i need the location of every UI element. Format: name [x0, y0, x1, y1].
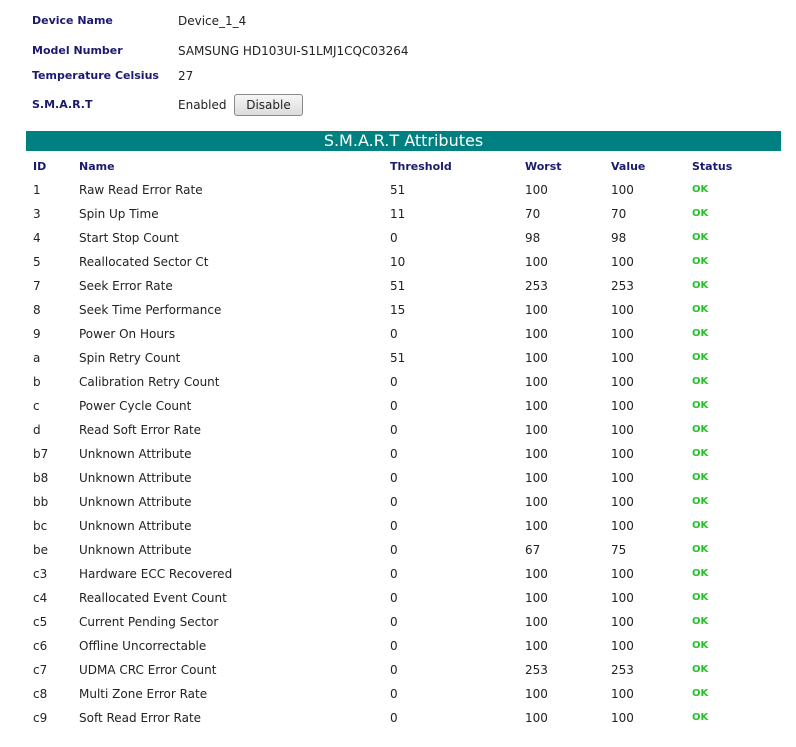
- attr-status-ok: OK: [692, 304, 709, 315]
- attr-id: b8: [33, 471, 49, 485]
- attr-worst: 100: [525, 519, 548, 533]
- attr-name: Unknown Attribute: [79, 471, 192, 485]
- table-row: [0, 274, 796, 298]
- col-header-id: ID: [33, 160, 47, 173]
- attr-id: 9: [33, 327, 41, 341]
- attr-status-ok: OK: [692, 352, 709, 363]
- table-row: [0, 466, 796, 490]
- attr-id: 5: [33, 255, 41, 269]
- attr-value: 100: [611, 591, 634, 605]
- smart-attributes-header: S.M.A.R.T Attributes: [26, 131, 781, 151]
- attr-worst: 100: [525, 711, 548, 725]
- table-row: [0, 706, 796, 730]
- attr-name: Power On Hours: [79, 327, 176, 341]
- attr-status-ok: OK: [692, 376, 709, 387]
- attr-value: 100: [611, 423, 634, 437]
- attr-worst: 100: [525, 495, 548, 509]
- attr-threshold: 0: [390, 495, 398, 509]
- attr-id: a: [33, 351, 41, 365]
- col-header-value: Value: [611, 160, 646, 173]
- attr-threshold: 10: [390, 255, 406, 269]
- attr-worst: 100: [525, 447, 548, 461]
- attr-worst: 100: [525, 327, 548, 341]
- attr-name: Current Pending Sector: [79, 615, 219, 629]
- col-header-status: Status: [692, 160, 733, 173]
- attr-value: 253: [611, 279, 634, 293]
- attr-name: Power Cycle Count: [79, 399, 192, 413]
- attr-threshold: 51: [390, 183, 406, 197]
- table-row: [0, 202, 796, 226]
- attr-threshold: 11: [390, 207, 406, 221]
- attr-status-ok: OK: [692, 400, 709, 411]
- attr-worst: 253: [525, 663, 548, 677]
- attr-threshold: 0: [390, 519, 398, 533]
- attr-value: 70: [611, 207, 627, 221]
- attr-worst: 100: [525, 375, 548, 389]
- attr-id: c9: [33, 711, 48, 725]
- attr-id: c6: [33, 639, 48, 653]
- attr-threshold: 15: [390, 303, 406, 317]
- attr-value: 100: [611, 639, 634, 653]
- attr-status-ok: OK: [692, 280, 709, 291]
- table-row: [0, 346, 796, 370]
- attr-name: Raw Read Error Rate: [79, 183, 203, 197]
- attr-status-ok: OK: [692, 184, 709, 195]
- col-header-worst: Worst: [525, 160, 562, 173]
- table-row: [0, 586, 796, 610]
- table-row: [0, 442, 796, 466]
- attr-name: Hardware ECC Recovered: [79, 567, 233, 581]
- attr-value: 100: [611, 447, 634, 461]
- attr-threshold: 0: [390, 567, 398, 581]
- attr-threshold: 51: [390, 279, 406, 293]
- smart-status-value: Enabled: [178, 98, 227, 112]
- attr-value: 100: [611, 255, 634, 269]
- attr-name: Soft Read Error Rate: [79, 711, 202, 725]
- attr-threshold: 0: [390, 471, 398, 485]
- device-name-label: Device Name: [32, 14, 113, 27]
- table-row: [0, 178, 796, 202]
- attr-threshold: 0: [390, 399, 398, 413]
- attr-status-ok: OK: [692, 424, 709, 435]
- attr-status-ok: OK: [692, 664, 709, 675]
- table-row: [0, 418, 796, 442]
- table-row: [0, 610, 796, 634]
- attr-id: 7: [33, 279, 41, 293]
- attr-id: c: [33, 399, 40, 413]
- attr-threshold: 0: [390, 639, 398, 653]
- attr-id: b: [33, 375, 41, 389]
- attr-id: 1: [33, 183, 41, 197]
- attr-status-ok: OK: [692, 328, 709, 339]
- attr-worst: 100: [525, 639, 548, 653]
- temperature-label: Temperature Celsius: [32, 69, 159, 82]
- attr-name: Unknown Attribute: [79, 447, 192, 461]
- table-row: [0, 226, 796, 250]
- attr-value: 100: [611, 471, 634, 485]
- attr-status-ok: OK: [692, 256, 709, 267]
- attr-id: bb: [33, 495, 49, 509]
- attr-status-ok: OK: [692, 448, 709, 459]
- attr-status-ok: OK: [692, 592, 709, 603]
- attr-status-ok: OK: [692, 568, 709, 579]
- attr-status-ok: OK: [692, 640, 709, 651]
- attr-value: 98: [611, 231, 627, 245]
- attr-id: 8: [33, 303, 41, 317]
- attr-value: 100: [611, 519, 634, 533]
- attr-worst: 100: [525, 423, 548, 437]
- attr-id: c8: [33, 687, 48, 701]
- attr-threshold: 0: [390, 543, 398, 557]
- attr-value: 75: [611, 543, 627, 557]
- disable-smart-button[interactable]: Disable: [234, 94, 303, 116]
- attr-name: Spin Up Time: [79, 207, 159, 221]
- attr-id: 3: [33, 207, 41, 221]
- attr-threshold: 0: [390, 711, 398, 725]
- attr-value: 100: [611, 687, 634, 701]
- attr-worst: 100: [525, 351, 548, 365]
- device-name-value: Device_1_4: [178, 14, 247, 28]
- attr-name: Seek Time Performance: [79, 303, 222, 317]
- attr-id: c4: [33, 591, 48, 605]
- table-row: [0, 370, 796, 394]
- attr-status-ok: OK: [692, 688, 709, 699]
- attr-threshold: 51: [390, 351, 406, 365]
- attr-status-ok: OK: [692, 496, 709, 507]
- attr-threshold: 0: [390, 591, 398, 605]
- table-row: [0, 298, 796, 322]
- attr-name: Offline Uncorrectable: [79, 639, 207, 653]
- attr-id: c5: [33, 615, 48, 629]
- attr-threshold: 0: [390, 375, 398, 389]
- attr-worst: 100: [525, 399, 548, 413]
- attr-status-ok: OK: [692, 472, 709, 483]
- attr-threshold: 0: [390, 423, 398, 437]
- attr-worst: 100: [525, 567, 548, 581]
- table-row: [0, 562, 796, 586]
- attr-worst: 70: [525, 207, 541, 221]
- attr-value: 100: [611, 375, 634, 389]
- attr-worst: 100: [525, 687, 548, 701]
- attr-worst: 100: [525, 303, 548, 317]
- attr-worst: 67: [525, 543, 541, 557]
- table-row: [0, 634, 796, 658]
- attr-value: 100: [611, 711, 634, 725]
- model-number-label: Model Number: [32, 44, 123, 57]
- attr-id: bc: [33, 519, 48, 533]
- attr-name: Calibration Retry Count: [79, 375, 220, 389]
- attr-threshold: 0: [390, 663, 398, 677]
- attr-name: Unknown Attribute: [79, 495, 192, 509]
- attr-id: c7: [33, 663, 48, 677]
- attr-threshold: 0: [390, 327, 398, 341]
- model-number-value: SAMSUNG HD103UI-S1LMJ1CQC03264: [178, 44, 409, 58]
- table-row: [0, 322, 796, 346]
- attr-value: 100: [611, 495, 634, 509]
- attr-id: c3: [33, 567, 48, 581]
- attr-value: 100: [611, 327, 634, 341]
- attr-worst: 100: [525, 591, 548, 605]
- attr-name: Seek Error Rate: [79, 279, 173, 293]
- col-header-name: Name: [79, 160, 115, 173]
- table-row: [0, 658, 796, 682]
- attr-id: be: [33, 543, 48, 557]
- attr-status-ok: OK: [692, 232, 709, 243]
- attr-status-ok: OK: [692, 544, 709, 555]
- smart-label: S.M.A.R.T: [32, 98, 93, 111]
- attr-name: Read Soft Error Rate: [79, 423, 202, 437]
- attr-worst: 100: [525, 255, 548, 269]
- attr-name: Start Stop Count: [79, 231, 179, 245]
- attr-value: 100: [611, 183, 634, 197]
- attr-worst: 253: [525, 279, 548, 293]
- table-row: [0, 514, 796, 538]
- attr-name: Unknown Attribute: [79, 519, 192, 533]
- table-row: [0, 682, 796, 706]
- table-row: [0, 250, 796, 274]
- attr-worst: 100: [525, 615, 548, 629]
- col-header-threshold: Threshold: [390, 160, 452, 173]
- attr-worst: 100: [525, 471, 548, 485]
- table-row: [0, 490, 796, 514]
- attr-name: Reallocated Sector Ct: [79, 255, 209, 269]
- attr-threshold: 0: [390, 687, 398, 701]
- attr-worst: 98: [525, 231, 541, 245]
- attr-value: 100: [611, 303, 634, 317]
- attr-name: Reallocated Event Count: [79, 591, 227, 605]
- attr-threshold: 0: [390, 615, 398, 629]
- attr-status-ok: OK: [692, 616, 709, 627]
- attr-threshold: 0: [390, 231, 398, 245]
- attr-status-ok: OK: [692, 712, 709, 723]
- attr-name: Multi Zone Error Rate: [79, 687, 208, 701]
- attr-value: 253: [611, 663, 634, 677]
- attr-value: 100: [611, 351, 634, 365]
- attr-value: 100: [611, 399, 634, 413]
- attr-threshold: 0: [390, 447, 398, 461]
- smart-row: [0, 94, 796, 116]
- temperature-value: 27: [178, 69, 194, 83]
- attr-worst: 100: [525, 183, 548, 197]
- table-row: [0, 394, 796, 418]
- attr-id: d: [33, 423, 41, 437]
- attr-name: UDMA CRC Error Count: [79, 663, 217, 677]
- attr-value: 100: [611, 567, 634, 581]
- attr-name: Unknown Attribute: [79, 543, 192, 557]
- attr-id: 4: [33, 231, 41, 245]
- attr-value: 100: [611, 615, 634, 629]
- attr-name: Spin Retry Count: [79, 351, 181, 365]
- attr-status-ok: OK: [692, 208, 709, 219]
- table-row: [0, 538, 796, 562]
- attr-id: b7: [33, 447, 49, 461]
- attr-status-ok: OK: [692, 520, 709, 531]
